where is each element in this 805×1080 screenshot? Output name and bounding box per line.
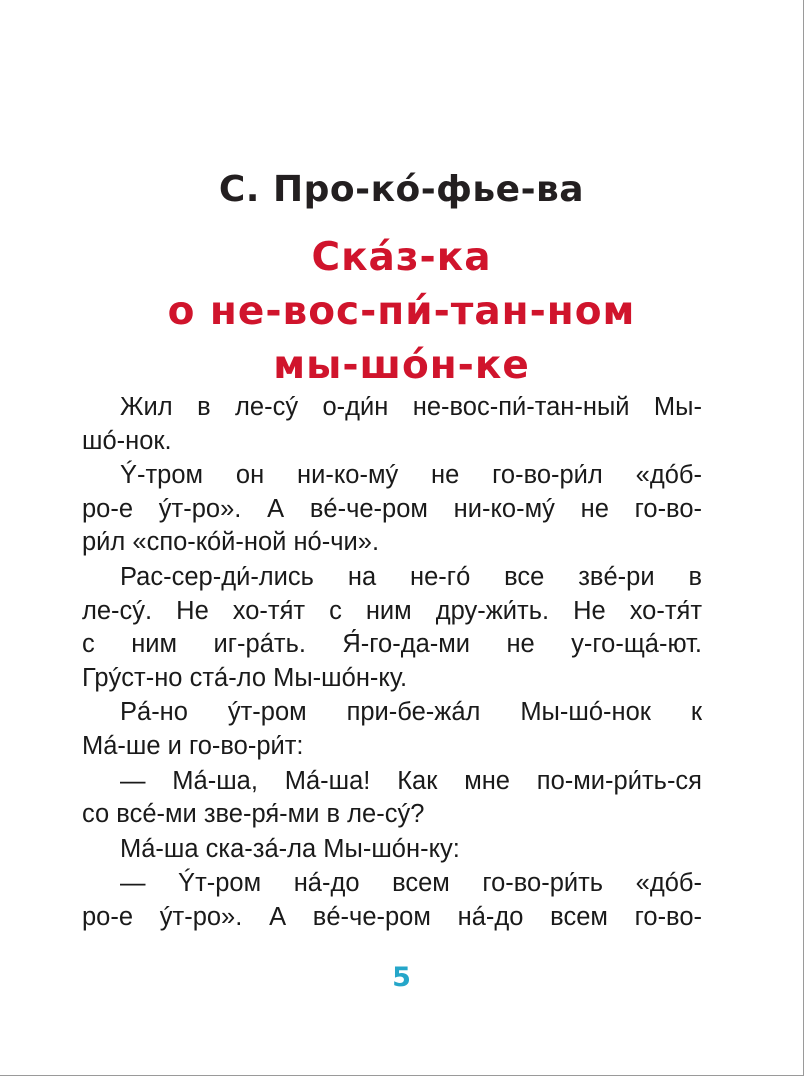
text-line: Ý-тром он ни-ко-мý не го-во-ри́л «дóб-	[120, 461, 702, 490]
title-line: мы-шóн-ке	[273, 343, 530, 388]
text-line: ро-е ýт-ро». А вé-че-ром ни-ко-мý не го-во-	[82, 494, 702, 523]
author-name: С. Про-кó-фье-ва	[218, 169, 585, 210]
text-line: Мá-ше и го-во-ри́т:	[82, 731, 304, 760]
story-title	[0, 231, 803, 393]
text-line: со всé-ми зве-ря́-ми в ле-сý?	[82, 800, 425, 829]
title-line: о не-вос-пи́-тан-ном	[167, 289, 636, 334]
text-line: Рас-сер-ди́-лись на не-гó все звé-ри в	[120, 562, 702, 591]
text-line: шó-нок.	[82, 426, 172, 455]
title-line: Скáз-ка	[311, 235, 492, 280]
text-line: — Мá-ша, Мá-ша! Как мне по-ми-ри́ть-ся	[120, 766, 702, 795]
text-line: — Ýт-ром нá-до всем го-во-ри́ть «дóб-	[120, 869, 702, 898]
text-line: Жил в ле-сý о-ди́н не-вос-пи́-тан-ный Мы-	[120, 393, 702, 421]
text-line: ри́л «спо-кóй-ной нó-чи».	[82, 528, 380, 557]
text-line: с ним иг-рáть. Я́-го-да-ми не у-го-щá-ют.	[82, 630, 702, 659]
text-line: ро-е ýт-ро». А вé-че-ром нá-до всем го-во-	[82, 902, 702, 931]
story-text	[82, 391, 702, 935]
text-line: Мá-ша ска-зá-ла Мы-шóн-ку:	[120, 834, 460, 863]
text-line: ле-сý. Не хо-тя́т с ним дру-жи́ть. Не хо-тя́т	[82, 596, 702, 625]
text-line: Грýст-но стá-ло Мы-шóн-ку.	[82, 663, 408, 692]
text-line: Рá-но ýт-ром при-бе-жáл Мы-шó-нок к	[120, 698, 702, 727]
page-number: 5	[392, 962, 411, 993]
